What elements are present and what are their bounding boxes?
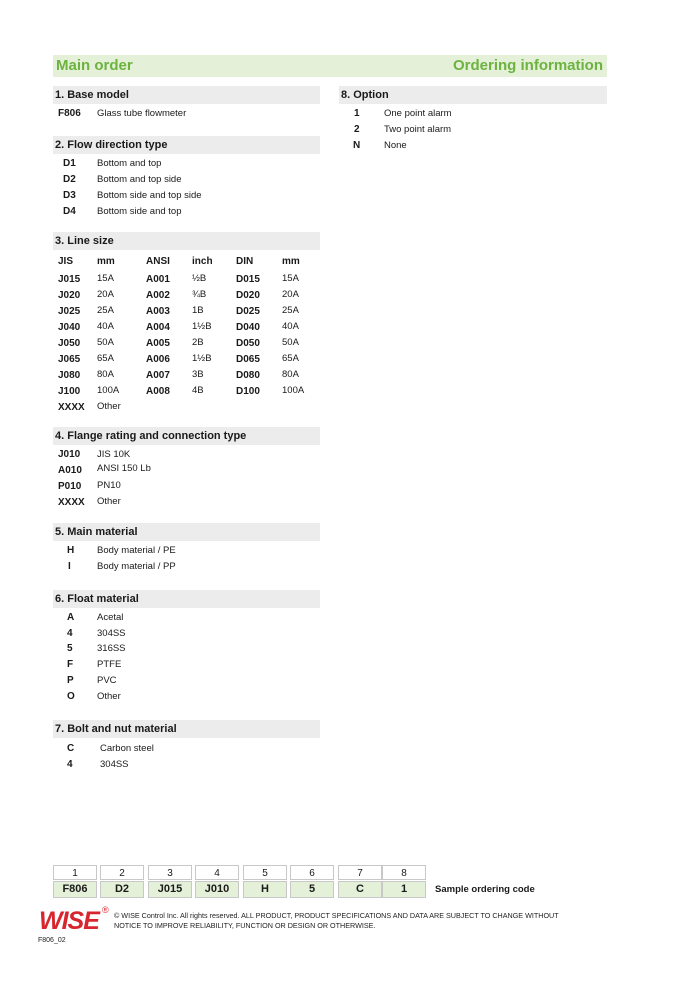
position-number: 3: [148, 865, 192, 880]
table-cell-value: 15A: [97, 273, 114, 284]
table-cell-code: A003: [146, 306, 170, 317]
list-item-desc: None: [384, 140, 407, 151]
list-item-code: P010: [58, 481, 82, 492]
table-cell-code: J080: [58, 370, 81, 381]
logo-text: WISE: [39, 907, 99, 934]
list-item-code: F: [67, 659, 74, 670]
table-cell-code: J050: [58, 338, 81, 349]
table-cell-code: A001: [146, 274, 170, 285]
table-header-cell: DIN: [236, 256, 254, 267]
table-cell-value: 80A: [282, 369, 299, 380]
section-bolt-nut-header: 7. Bolt and nut material: [53, 720, 320, 738]
list-item-desc: 316SS: [97, 643, 126, 654]
table-cell-code: A007: [146, 370, 170, 381]
position-number: 2: [100, 865, 144, 880]
table-cell-value: 20A: [97, 289, 114, 300]
section-float-material-header: 6. Float material: [53, 590, 320, 608]
sample-code-value: F806: [53, 881, 97, 898]
list-item-desc: Acetal: [97, 612, 124, 623]
title-bar: [53, 55, 607, 77]
table-cell-value: ½B: [192, 273, 207, 284]
position-number: 1: [53, 865, 97, 880]
table-cell-code: A005: [146, 338, 170, 349]
list-item-desc: Other: [97, 496, 121, 507]
list-item-desc: Bottom and top: [97, 158, 162, 169]
table-cell-value: 1½B: [192, 321, 212, 332]
table-cell-code: A006: [146, 354, 170, 365]
section-flange-rating-header: 4. Flange rating and connection type: [53, 427, 320, 445]
list-item-desc: 304SS: [100, 759, 129, 770]
list-item-code: I: [68, 561, 71, 572]
section-option-header: 8. Option: [339, 86, 607, 104]
list-item-code: 4: [67, 759, 73, 770]
list-item-code: C: [67, 743, 75, 754]
table-cell-value: ¾B: [192, 289, 207, 300]
table-cell-code: A008: [146, 386, 170, 397]
list-item-desc: Body material / PE: [97, 545, 176, 556]
position-number: 6: [290, 865, 334, 880]
sample-code-value: D2: [100, 881, 144, 898]
table-cell-code: XXXX: [58, 402, 85, 413]
list-item-desc: PTFE: [97, 659, 122, 670]
table-cell-code: J020: [58, 290, 81, 301]
table-cell-code: A002: [146, 290, 170, 301]
table-cell-value: 40A: [282, 321, 299, 332]
list-item-code: D2: [63, 174, 76, 185]
list-item-code: D4: [63, 206, 76, 217]
table-cell-value: 50A: [97, 337, 114, 348]
table-cell-value: 20A: [282, 289, 299, 300]
table-cell-value: 1½B: [192, 353, 212, 364]
list-item-code: 5: [67, 643, 73, 654]
list-item-code: XXXX: [58, 497, 85, 508]
wise-logo: [38, 904, 110, 934]
list-item-desc: Carbon steel: [100, 743, 154, 754]
list-item-code: N: [353, 140, 361, 151]
page-title: Main order: [56, 57, 133, 74]
table-cell-code: D080: [236, 370, 260, 381]
list-item-code: A010: [58, 465, 82, 476]
copyright-notice: [114, 911, 559, 930]
table-cell-value: 100A: [97, 385, 120, 396]
sample-code-value: J015: [148, 881, 192, 898]
list-item-desc: Bottom side and top side: [97, 190, 202, 201]
table-cell-value: 1B: [192, 305, 204, 316]
sample-ordering-code-label: Sample ordering code: [435, 884, 535, 895]
section-main-material-header: 5. Main material: [53, 523, 320, 541]
table-cell-code: J065: [58, 354, 81, 365]
list-item-code: 2: [354, 124, 360, 135]
table-cell-value: 3B: [192, 369, 204, 380]
list-item-code: 4: [67, 628, 73, 639]
list-item-code: P: [67, 675, 74, 686]
table-header-cell: mm: [97, 256, 115, 267]
table-cell-code: D100: [236, 386, 260, 397]
list-item-desc: 304SS: [97, 628, 126, 639]
position-number: 5: [243, 865, 287, 880]
table-cell-code: J015: [58, 274, 81, 285]
list-item-code: H: [67, 545, 75, 556]
table-cell-value: 25A: [97, 305, 114, 316]
list-item-desc: JIS 10K: [97, 449, 131, 460]
table-cell-value: 65A: [97, 353, 114, 364]
section-line-size-header: 3. Line size: [53, 232, 320, 250]
table-header-cell: inch: [192, 256, 213, 267]
position-number: 7: [338, 865, 382, 880]
list-item-desc: PN10: [97, 480, 121, 491]
copyright-line: © WISE Control Inc. All rights reserved. ALL PRODUCT, PRODUCT SPECIFICATIONS AND DATA ARE SUBJECT TO CHANGE WITHOUT: [114, 911, 559, 920]
table-cell-value: 65A: [282, 353, 299, 364]
table-header-cell: JIS: [58, 256, 74, 267]
table-cell-value: 25A: [282, 305, 299, 316]
page-subtitle: Ordering information: [453, 57, 603, 74]
position-number: 4: [195, 865, 239, 880]
table-cell-code: J025: [58, 306, 81, 317]
document-number: F806_02: [38, 937, 66, 944]
section-base-model-header: 1. Base model: [53, 86, 320, 104]
sample-code-value: 5: [290, 881, 334, 898]
sample-code-value: H: [243, 881, 287, 898]
list-item-desc: Other: [97, 691, 121, 702]
table-cell-code: D040: [236, 322, 260, 333]
table-cell-value: 80A: [97, 369, 114, 380]
sample-code-value: J010: [195, 881, 239, 898]
list-item-code: 1: [354, 108, 360, 119]
list-item-desc: Bottom side and top: [97, 206, 182, 217]
table-cell-value: 15A: [282, 273, 299, 284]
list-item-code: J010: [58, 449, 81, 460]
table-cell-value: Other: [97, 401, 121, 412]
list-item-code: D1: [63, 158, 76, 169]
sample-code-value: C: [338, 881, 382, 898]
table-cell-value: 2B: [192, 337, 204, 348]
list-item-desc: One point alarm: [384, 108, 452, 119]
table-cell-code: D025: [236, 306, 260, 317]
base-model-desc: Glass tube flowmeter: [97, 108, 187, 119]
registered-mark: ®: [102, 905, 109, 915]
list-item-code: D3: [63, 190, 76, 201]
table-cell-code: D015: [236, 274, 260, 285]
list-item-desc: Body material / PP: [97, 561, 176, 572]
table-cell-code: A004: [146, 322, 170, 333]
base-model-code: F806: [58, 108, 81, 119]
table-cell-code: J100: [58, 386, 81, 397]
list-item-desc: ANSI 150 Lb: [97, 463, 151, 474]
table-cell-code: D020: [236, 290, 260, 301]
copyright-line: NOTICE TO IMPROVE RELIABILITY, FUNCTION OR DESIGN OR OTHERWISE.: [114, 920, 376, 930]
sample-code-value: 1: [382, 881, 426, 898]
table-cell-value: 40A: [97, 321, 114, 332]
position-number: 8: [382, 865, 426, 880]
table-cell-code: D050: [236, 338, 260, 349]
table-header-cell: ANSI: [146, 256, 170, 267]
list-item-code: O: [67, 691, 75, 702]
table-header-cell: mm: [282, 256, 300, 267]
list-item-code: A: [67, 612, 75, 623]
table-cell-value: 100A: [282, 385, 305, 396]
list-item-desc: Two point alarm: [384, 124, 452, 135]
section-flow-direction-header: 2. Flow direction type: [53, 136, 320, 154]
table-cell-code: J040: [58, 322, 81, 333]
table-cell-code: D065: [236, 354, 260, 365]
list-item-desc: PVC: [97, 675, 117, 686]
list-item-desc: Bottom and top side: [97, 174, 182, 185]
table-cell-value: 50A: [282, 337, 299, 348]
table-cell-value: 4B: [192, 385, 204, 396]
